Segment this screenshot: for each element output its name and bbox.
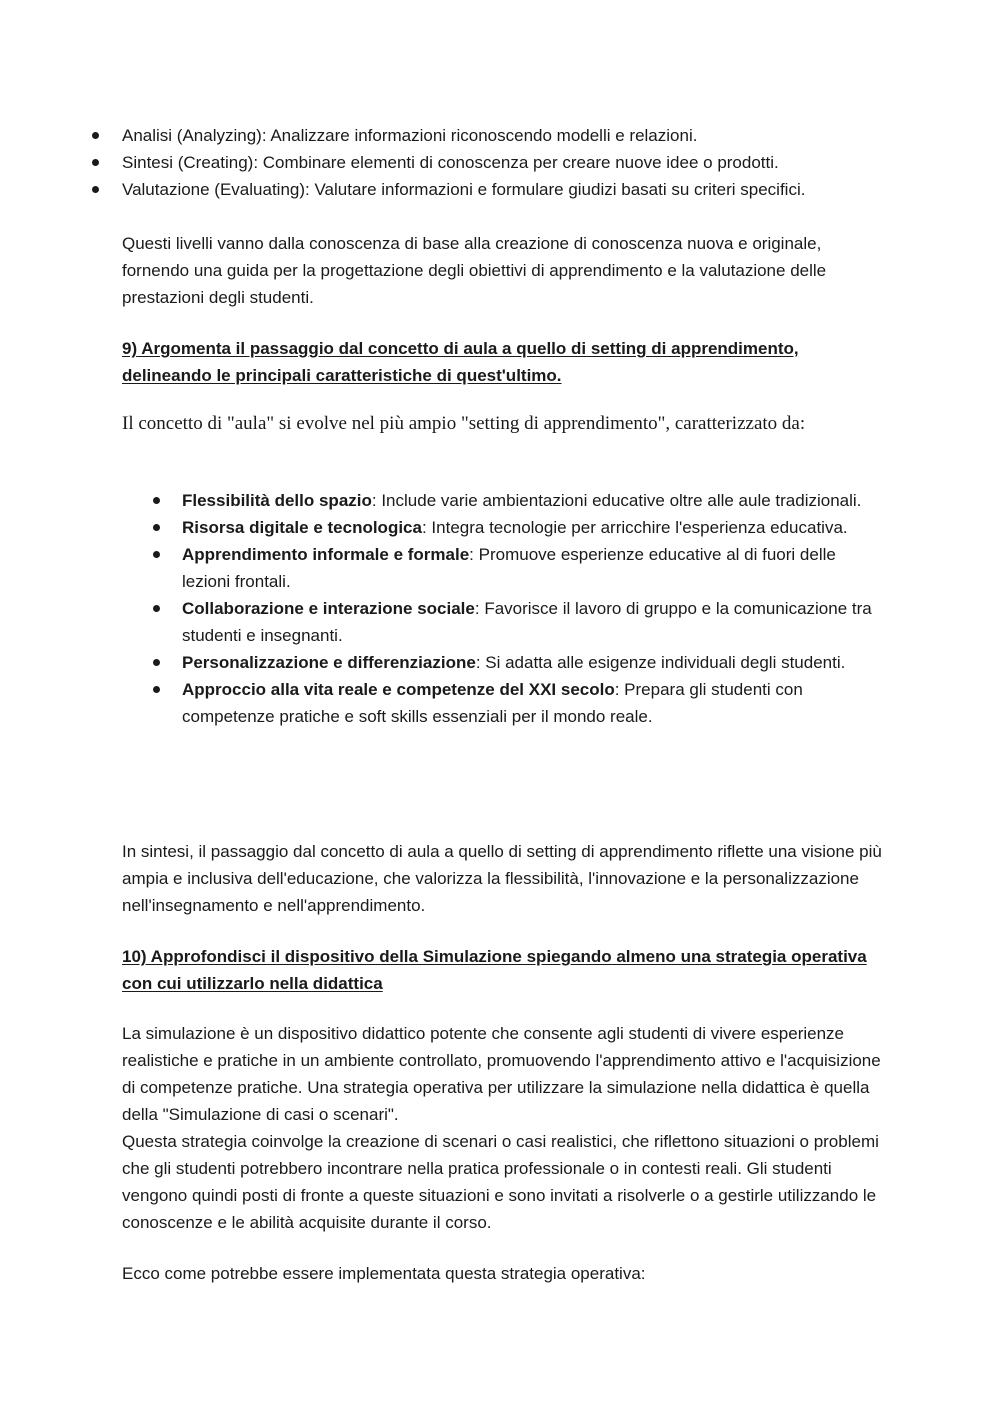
- question-10-title: Approfondisci il dispositivo della Simulazione spiegando almeno una strategia operativa con cui utilizzarlo nella didattica: [122, 947, 867, 993]
- list-item: [182, 514, 872, 541]
- feature-term: Collaborazione e interazione sociale: [182, 599, 475, 618]
- question-9-title: Argomenta il passaggio dal concetto di aula a quello di setting di apprendimento, delineando le principali caratteristiche di quest'ultimo.: [122, 339, 799, 385]
- feature-term: Approccio alla vita reale e competenze del XXI secolo: [182, 680, 615, 699]
- question-9-summary: In sintesi, il passaggio dal concetto di aula a quello di setting di apprendimento riflette una visione più ampia e inclusiva dell'educazione, che valorizza la flessibilità, l'innovazione e la personalizzazione nell'insegnamento e nell'apprendimento.: [122, 842, 882, 915]
- feature-term: Flessibilità dello spazio: [182, 491, 372, 510]
- strategy-paragraph: Questa strategia coinvolge la creazione di scenari o casi realistici, che riflettono situazioni o problemi che gli studenti potrebbero incontrare nella pratica professionale o in contesti reali. Gli studenti vengono quindi posti di fronte a queste situazioni e sono invitati a risolverle o a gestirle utilizzando le conoscenze e le abilità acquisite durante il corso.: [122, 1132, 879, 1232]
- feature-term: Apprendimento informale e formale: [182, 545, 470, 564]
- list-item: Sintesi (Creating): Combinare elementi di conoscenza per creare nuove idee o prodotti.: [122, 149, 902, 176]
- feature-desc: : Favorisce il lavoro di gruppo e la comunicazione tra studenti e insegnanti.: [182, 599, 872, 645]
- feature-desc: : Include varie ambientazioni educative oltre alle aule tradizionali.: [371, 491, 862, 510]
- feature-desc: : Si adatta alle esigenze individuali degli studenti.: [475, 653, 846, 672]
- list-item: [182, 541, 872, 595]
- question-9-number: 9): [122, 339, 138, 358]
- feature-term: Personalizzazione e differenziazione: [182, 653, 476, 672]
- feature-desc: : Promuove esperienze educative al di fuori delle lezioni frontali.: [182, 545, 836, 591]
- list-item: [182, 676, 872, 730]
- taxonomy-bullet-list: [122, 122, 902, 203]
- list-item: Analisi (Analyzing): Analizzare informazioni riconoscendo modelli e relazioni.: [122, 122, 902, 149]
- question-9-intro: Il concetto di "aula" si evolve nel più ampio "setting di apprendimento", caratterizzato da:: [122, 413, 806, 434]
- implementation-intro: Ecco come potrebbe essere implementata questa strategia operativa:: [122, 1264, 646, 1283]
- question-10-heading: [122, 943, 882, 997]
- question-10-number: 10): [122, 947, 147, 966]
- list-item: [182, 649, 872, 676]
- levels-paragraph: Questi livelli vanno dalla conoscenza di base alla creazione di conoscenza nuova e originale, fornendo una guida per la progettazione degli obiettivi di apprendimento e la valutazione delle prestazioni degli studenti.: [122, 234, 827, 307]
- question-9-heading: [122, 335, 882, 389]
- feature-desc: : Prepara gli studenti con competenze pratiche e soft skills essenziali per il mondo reale.: [182, 680, 803, 726]
- list-item: [182, 595, 872, 649]
- setting-features-list: [182, 487, 872, 730]
- list-item: [182, 487, 872, 514]
- list-item: Valutazione (Evaluating): Valutare informazioni e formulare giudizi basati su criteri specifici.: [122, 176, 902, 203]
- feature-desc: : Integra tecnologie per arricchire l'esperienza educativa.: [421, 518, 848, 537]
- simulation-paragraph: La simulazione è un dispositivo didattico potente che consente agli studenti di vivere esperienze realistiche e pratiche in un ambiente controllato, promuovendo l'apprendimento attivo e l'acquisizione di competenze pratiche. Una strategia operativa per utilizzare la simulazione nella didattica è quella della "Simulazione di casi o scenari".: [122, 1024, 881, 1124]
- feature-term: Risorsa digitale e tecnologica: [182, 518, 422, 537]
